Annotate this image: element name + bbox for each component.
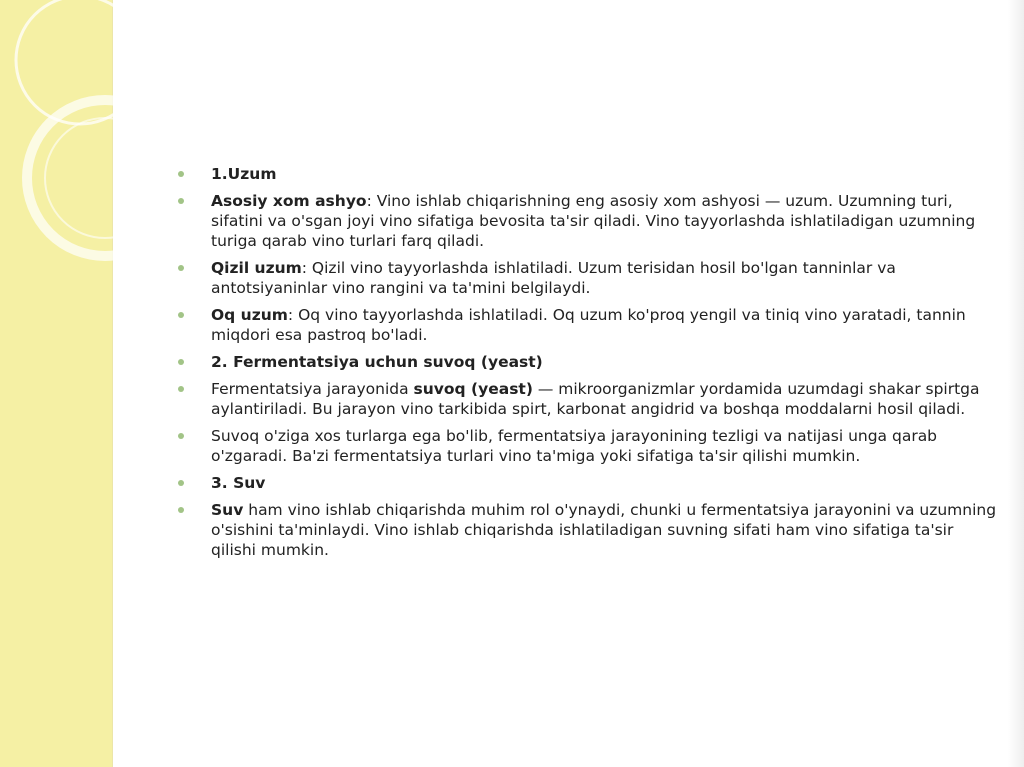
bullet-icon	[178, 433, 184, 439]
list-item-suv	[178, 500, 998, 560]
bullet-icon	[178, 507, 184, 513]
term-label: Oq uzum	[211, 306, 288, 324]
item-text-after: — mikroorganizmlar yordamida uzumdagi shakar spirtga aylantiriladi. Bu jarayon vino tarkibida spirt, karbonat angidrid va boshqa moddalarni hosil qiladi.	[211, 380, 980, 418]
item-text-before: Fermentatsiya jarayonida	[211, 380, 414, 398]
bullet-icon	[178, 359, 184, 365]
term-label: suvoq (yeast)	[413, 380, 533, 398]
list-item-fermentatsiya-heading	[178, 352, 998, 372]
right-edge-shadow	[1008, 0, 1024, 767]
list-item-qizil-uzum	[178, 258, 998, 298]
list-item-uzum-heading	[178, 164, 998, 184]
bullet-icon	[178, 480, 184, 486]
term-label: Qizil uzum	[211, 259, 302, 277]
item-text: Suvoq o'ziga xos turlarga ega bo'lib, fermentatsiya jarayonining tezligi va natijasi unga qarab o'zgaradi. Ba'zi fermentatsiya turlari vino ta'miga yoki sifatiga ta'sir qilishi mumkin.	[211, 427, 938, 465]
section-heading: 1.Uzum	[211, 165, 277, 183]
item-text: : Vino ishlab chiqarishning eng asosiy xom ashyosi — uzum. Uzumning turi, sifatini va o'sgan joyi vino sifatiga bevosita ta'sir qiladi. Vino tayyorlashda ishlatiladigan uzumning turiga qarab vino turlari farq qiladi.	[211, 192, 976, 250]
bullet-icon	[178, 312, 184, 318]
item-text: ham vino ishlab chiqarishda muhim rol o'ynaydi, chunki u fermentatsiya jarayonini va uzumning o'sishini ta'minlaydi. Vino ishlab chiqarishda ishlatiladigan suvning sifati ham vino sifatiga ta'sir qilishi mumkin.	[211, 501, 997, 559]
term-label: Suv	[211, 501, 244, 519]
bullet-icon	[178, 198, 184, 204]
item-text: : Oq vino tayyorlashda ishlatiladi. Oq uzum ko'proq yengil va tiniq vino yaratadi, tannin miqdori esa pastroq bo'ladi.	[211, 306, 966, 344]
section-heading: 2. Fermentatsiya uchun suvoq (yeast)	[211, 353, 543, 371]
bullet-icon	[178, 171, 184, 177]
list-item-oq-uzum	[178, 305, 998, 345]
bullet-icon	[178, 386, 184, 392]
list-item-suv-heading	[178, 473, 998, 493]
decorative-circles	[0, 0, 160, 320]
item-text: : Qizil vino tayyorlashda ishlatiladi. Uzum terisidan hosil bo'lgan tanninlar va antotsiyaninlar vino rangini va ta'mini belgilaydi.	[211, 259, 896, 297]
list-item-asosiy-xom-ashyo	[178, 191, 998, 251]
list-item-suvoq-turlari	[178, 426, 998, 466]
bullet-list	[178, 164, 998, 567]
list-item-fermentatsiya-jarayoni	[178, 379, 998, 419]
bullet-icon	[178, 265, 184, 271]
section-heading: 3. Suv	[211, 474, 266, 492]
term-label: Asosiy xom ashyo	[211, 192, 367, 210]
